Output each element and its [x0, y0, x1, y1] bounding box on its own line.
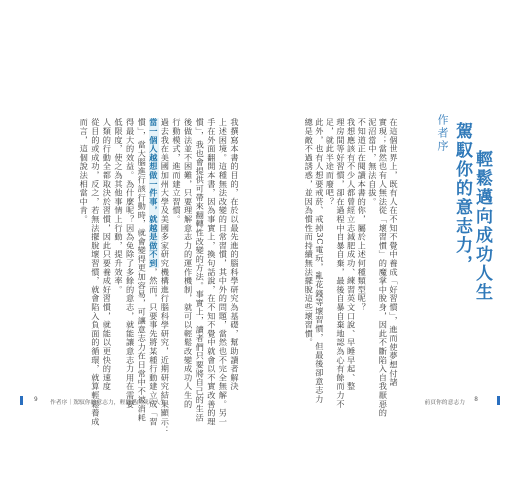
- left-page-column: [149, 118, 158, 426]
- right-page-text: 在這個世界上，既有人在不知不覺中養成「好習慣」，進而使夢想付諸: [389, 118, 399, 387]
- left-running-head: 作者序｜駕馭你的意志力，輕鬆邁向成功人生: [50, 400, 166, 406]
- right-page-column: [315, 118, 324, 403]
- left-page-column: [103, 118, 112, 391]
- right-page-text: 我想應該有不少人都曾經立志減肥成功、練習英文口說、早睡早起、整: [346, 118, 357, 391]
- right-page-column: [357, 118, 366, 312]
- left-page-text: 後做法並不困難，只要理解意志力的運作機制，就可以輕鬆改變成功人生的: [183, 118, 194, 409]
- left-page-column: [91, 118, 100, 426]
- right-footer-bar: [497, 396, 500, 405]
- right-page-text: 理房間等好習慣，卻在過程中自暴自棄，最後自暴自棄地認為心有餘而力不: [336, 118, 346, 409]
- right-page-text: 泥沼當中，無法自拔。: [367, 118, 378, 206]
- left-page-text: ，然而，只要事先將某種行動建立成「習: [148, 267, 159, 427]
- left-page-text: 低限度，使之為其他事情上行動，提升效率。: [114, 118, 124, 294]
- left-page-column: [195, 118, 204, 422]
- preface-title-line-1: 駕馭你的意志力，: [452, 122, 472, 274]
- left-page-column: [207, 118, 216, 426]
- right-page-text: 此外，也有人想要戒菸、戒掉3C電玩，亂花錢等壞習慣，但最後卻意志力: [314, 118, 325, 404]
- left-page-text: 得最大的效益。為什麼呢？因為免除了多餘的意志，就能讓意志力用在需要: [125, 118, 136, 409]
- left-page-text: 從目的或成功，反之，若無法擺脫壞習慣，就會陷入負面的循環，就算輕鬆養成: [90, 118, 101, 426]
- right-page-column: [379, 118, 388, 417]
- right-page-text: 足，就此半途而廢吧？: [325, 118, 336, 206]
- right-page-column: [304, 118, 313, 347]
- left-page-column: [114, 118, 123, 294]
- preface-label: 作者序: [436, 114, 449, 153]
- preface-title-line-2: 輕鬆邁向成功人生: [472, 150, 492, 302]
- left-page-text: 慣」，我也會提供可帶來翻轉性改變的方法。事實上，讀者們只要將自己的生活: [195, 118, 206, 422]
- left-page-column: [184, 118, 193, 408]
- left-page-text: 上述困境。這種無法改變的日常習慣，其中外的問題，當然也不完全無解。另一: [218, 118, 229, 426]
- left-page-column: [219, 118, 228, 426]
- left-page-text: 而言，這個說法相當中肯。: [79, 118, 90, 224]
- highlighted-phrase: 當一個人越想做一件事，就越是做不到: [148, 118, 159, 268]
- left-page-column: [126, 118, 135, 408]
- left-page-text: 人類的行動全都取決於習慣，因此只要養成好習慣，就能以更快的速度: [102, 118, 113, 391]
- left-page-column: [161, 118, 170, 435]
- left-page-number: 9: [34, 397, 38, 403]
- right-page-text: 總是敵不過誘惑，並因為慣性而持續無法擺脫這些壞習慣。: [304, 118, 315, 347]
- right-page-text: 不知道正在閱讀本書的你，屬於上述何種類型呢？: [357, 118, 368, 312]
- left-page-text: 慣」，當大腦進行該行動時，就會變得更加容易，可讓意志力在日常中不被消耗: [137, 118, 148, 422]
- left-footer-bar: [20, 396, 23, 405]
- right-page-column: [389, 118, 398, 387]
- left-page-text: 我撰寫本書的目的，在於以最先進的腦科學研究為基礎，幫助讀者解決: [230, 118, 240, 391]
- right-running-head: 前頁你的意志力: [424, 400, 465, 406]
- right-page-column: [347, 118, 356, 391]
- left-page-column: [230, 118, 239, 391]
- left-page-text: 過去我在美國加州大學及美國多家研究機構進行腦科學研究，近期研究結果顯示：: [160, 118, 171, 435]
- left-page-text: 行動模式，進而建立習慣。: [172, 118, 182, 224]
- right-page-column: [326, 118, 335, 206]
- right-page-number: 8: [474, 397, 478, 403]
- left-page-text: 手在外面翻開本書，因為事實上，換句話說，在不知不覺中就會以不實改善的理: [206, 118, 217, 426]
- right-page-column: [368, 118, 377, 206]
- left-page-column: [79, 118, 88, 224]
- right-page-column: [336, 118, 345, 408]
- right-page-text: 實現；當然也有人無法從「壞習慣」的魔掌中脫身，因此不斷陷入自我厭惡的: [378, 118, 389, 418]
- left-page-column: [137, 118, 146, 422]
- left-page-column: [172, 118, 181, 224]
